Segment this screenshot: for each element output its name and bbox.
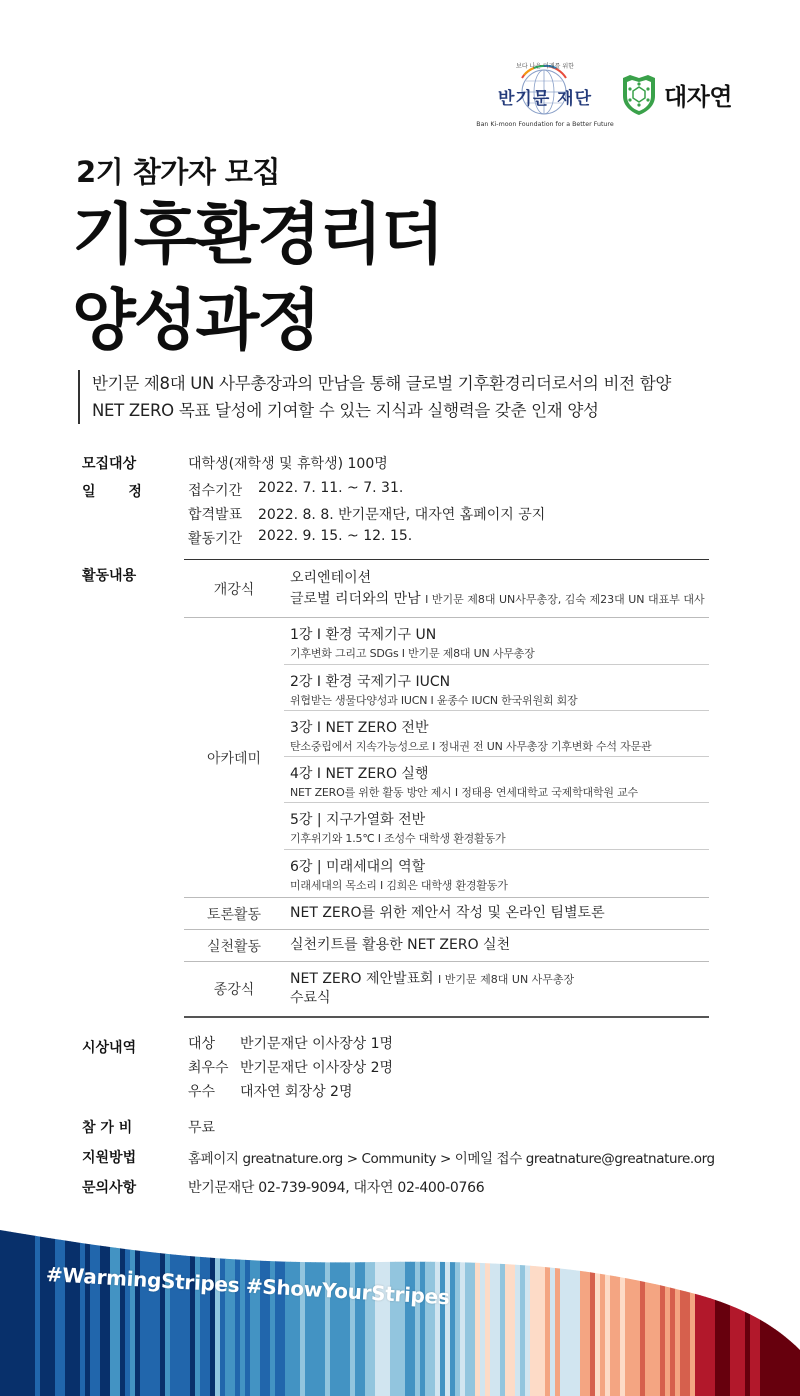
schedule-row [188, 480, 545, 504]
lecture-item: 5강 | 지구가열화 전반 기후위기와 1.5℃ I 조성수 대학생 환경활동가 [284, 803, 709, 850]
apply-value[interactable]: 홈페이지 greatnature.org > Community > 이메일 접수 greatnature@greatnature.org [188, 1151, 715, 1167]
closing-ceremony: 수료식 [290, 990, 331, 1006]
schedule-list [188, 480, 545, 552]
fee-label: 참 가 비 [82, 1120, 133, 1136]
lecture-item: 4강 I NET ZERO 실행 NET ZERO를 위한 활동 방안 제시 I 정태용 연세대학교 국제학대학원 교수 [284, 757, 709, 803]
schedule-key: 접수기간 [188, 483, 243, 499]
schedule-row [188, 528, 545, 552]
contact-value: 반기문재단 02-739-9094, 대자연 02-400-0766 [188, 1180, 485, 1196]
shield-molecule-icon [620, 72, 658, 116]
opening-title: 오리엔테이션 [290, 570, 372, 586]
activity-row-discussion [184, 898, 709, 930]
activity-category: 종강식 [213, 982, 255, 998]
award-row: 대상 반기문재단 이사장상 1명 [188, 1036, 394, 1052]
schedule-key: 합격발표 [188, 507, 243, 523]
title-line-1: 기후환경리더 [72, 196, 443, 273]
schedule-label: 일 정 [82, 484, 142, 500]
lecture-list [284, 618, 709, 897]
closing-speaker: I 반기문 제8대 UN 사무총장 [438, 973, 575, 986]
lecture-item: 1강 I 환경 국제기구 UN 기후변화 그리고 SDGs I 반기문 제8대 UN 사무총장 [284, 618, 709, 665]
fee-value: 무료 [188, 1120, 216, 1136]
daejayeon-name: 대자연 [664, 82, 733, 111]
activity-row-academy [184, 618, 709, 898]
bkm-name: 반기문 재단 [497, 89, 593, 109]
activity-category: 아카데미 [206, 750, 262, 767]
intro-line-1: 반기문 제8대 UN 사무총장과의 만남을 통해 글로벌 기후환경리더로서의 비전 함양 [92, 374, 671, 393]
page-title [72, 192, 443, 364]
opening-meeting: 글로벌 리더와의 만남 [290, 591, 421, 607]
activity-row-closing [184, 962, 709, 1016]
recruit-label: 모집대상 [82, 456, 137, 472]
recruitment-subtitle: 2기 참가자 모집 [76, 155, 280, 189]
award-row: 우수 대자연 회장상 2명 [188, 1084, 353, 1100]
activity-category: 실천활동 [206, 938, 262, 955]
awards-label: 시상내역 [82, 1040, 137, 1056]
lecture-item: 3강 I NET ZERO 전반 탄소중립에서 지속가능성으로 I 정내권 전 UN 사무총장 기후변화 수석 자문관 [284, 711, 709, 757]
bkm-english-name: Ban Ki-moon Foundation for a Better Future [476, 121, 614, 128]
lecture-item: 2강 I 환경 국제기구 IUCN 위협받는 생물다양성과 IUCN I 윤종수 IUCN 한국위원회 회장 [284, 665, 709, 711]
activities-label: 활동내용 [82, 568, 137, 584]
schedule-value: 2022. 9. 15. ~ 12. 15. [258, 528, 413, 544]
lecture-item: 6강 | 미래세대의 역할 미래세대의 목소리 I 김희은 대학생 환경활동가 [290, 859, 508, 892]
ban-ki-moon-foundation-logo [470, 58, 620, 133]
closing-presentation: NET ZERO 제안발표회 [290, 971, 434, 987]
activity-category: 개강식 [213, 581, 255, 598]
daejayeon-logo [620, 70, 732, 118]
contact-label: 문의사항 [82, 1180, 137, 1196]
intro-line-2: NET ZERO 목표 달성에 기여할 수 있는 지식과 실행력을 갖춘 인재 양성 [92, 401, 599, 420]
award-row: 최우수 반기문재단 이사장상 2명 [188, 1060, 394, 1076]
intro-quote [78, 370, 671, 424]
activity-category: 토론활동 [206, 906, 262, 923]
awards-list [188, 1033, 393, 1105]
opening-speakers: I 반기문 제8대 UN사무총장, 김숙 제23대 UN 대표부 대사 [425, 593, 705, 606]
activity-description: 실천키트를 활용한 NET ZERO 실천 [290, 937, 511, 953]
hashtags: #WarmingStripes #ShowYourStripes [45, 1262, 451, 1310]
schedule-key: 활동기간 [188, 531, 243, 547]
activities-table [184, 559, 709, 1018]
activity-description: NET ZERO를 위한 제안서 작성 및 온라인 팀별토론 [290, 905, 605, 921]
schedule-value: 2022. 8. 8. 반기문재단, 대자연 홈페이지 공지 [258, 507, 546, 523]
title-line-2: 양성과정 [72, 282, 320, 359]
activity-row-practice [184, 930, 709, 962]
schedule-value: 2022. 7. 11. ~ 7. 31. [258, 480, 404, 496]
recruit-value: 대학생(재학생 및 휴학생) 100명 [188, 456, 388, 472]
schedule-row [188, 504, 545, 528]
activity-row-opening [184, 560, 709, 618]
apply-label: 지원방법 [82, 1150, 137, 1166]
bkm-tagline: 보다 나은 미래를 위한 [516, 63, 574, 70]
